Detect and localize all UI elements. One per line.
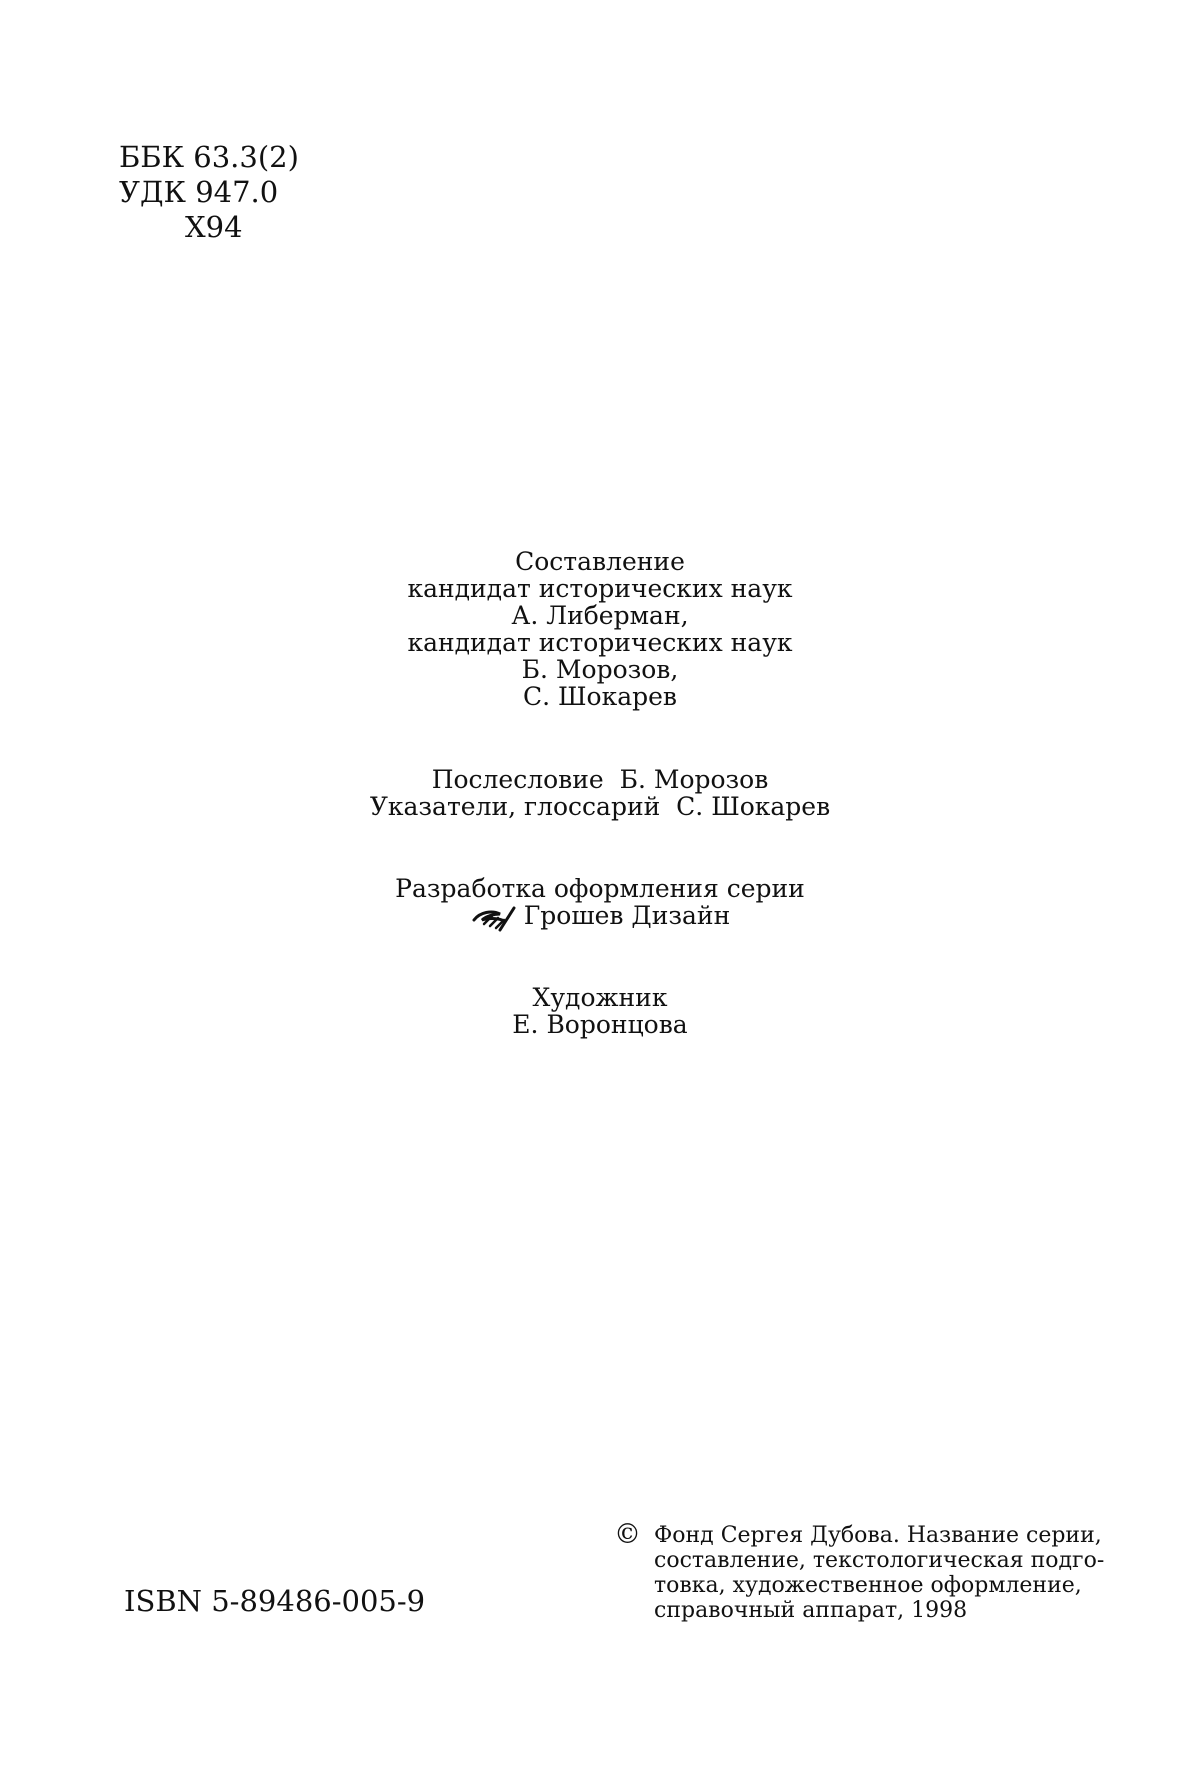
design-studio-line [0, 902, 1200, 932]
series-design-heading: Разработка оформления серии [395, 874, 805, 903]
groshev-design-logo-icon [470, 904, 518, 932]
afterword-credits [0, 766, 1200, 820]
copyright-line: товка, художественное оформление, [654, 1573, 1082, 1598]
artist-name: Е. Воронцова [512, 1010, 688, 1039]
artist-heading: Художник [532, 983, 668, 1012]
compilation-line: А. Либерман, [511, 601, 689, 630]
series-design-credits [0, 875, 1200, 932]
copyright-text [654, 1523, 1105, 1623]
copyright-line: составление, текстологическая подго- [654, 1548, 1105, 1573]
artist-credits [0, 984, 1200, 1038]
author-mark: Х94 [185, 210, 243, 244]
isbn-number: ISBN 5-89486-005-9 [124, 1584, 426, 1618]
udk-code: УДК 947.0 [119, 175, 279, 209]
compilation-credits [0, 548, 1200, 710]
compilation-line: кандидат исторических наук [407, 628, 793, 657]
bbk-code: ББК 63.3(2) [119, 140, 299, 174]
copyright-symbol: © [614, 1519, 641, 1550]
index-glossary-line: Указатели, глоссарий С. Шокарев [369, 792, 831, 821]
copyright-line: Фонд Сергея Дубова. Название серии, [654, 1523, 1102, 1548]
afterword-line: Послесловие Б. Морозов [431, 765, 769, 794]
design-studio-name: Грошев Дизайн [523, 901, 731, 930]
compilation-line: Б. Морозов, [521, 655, 679, 684]
classification-block [119, 140, 299, 245]
compilation-line: кандидат исторических наук [407, 574, 793, 603]
copyright-line: справочный аппарат, 1998 [654, 1598, 968, 1623]
compilation-heading: Составление [515, 547, 685, 576]
compilation-line: С. Шокарев [522, 682, 677, 711]
